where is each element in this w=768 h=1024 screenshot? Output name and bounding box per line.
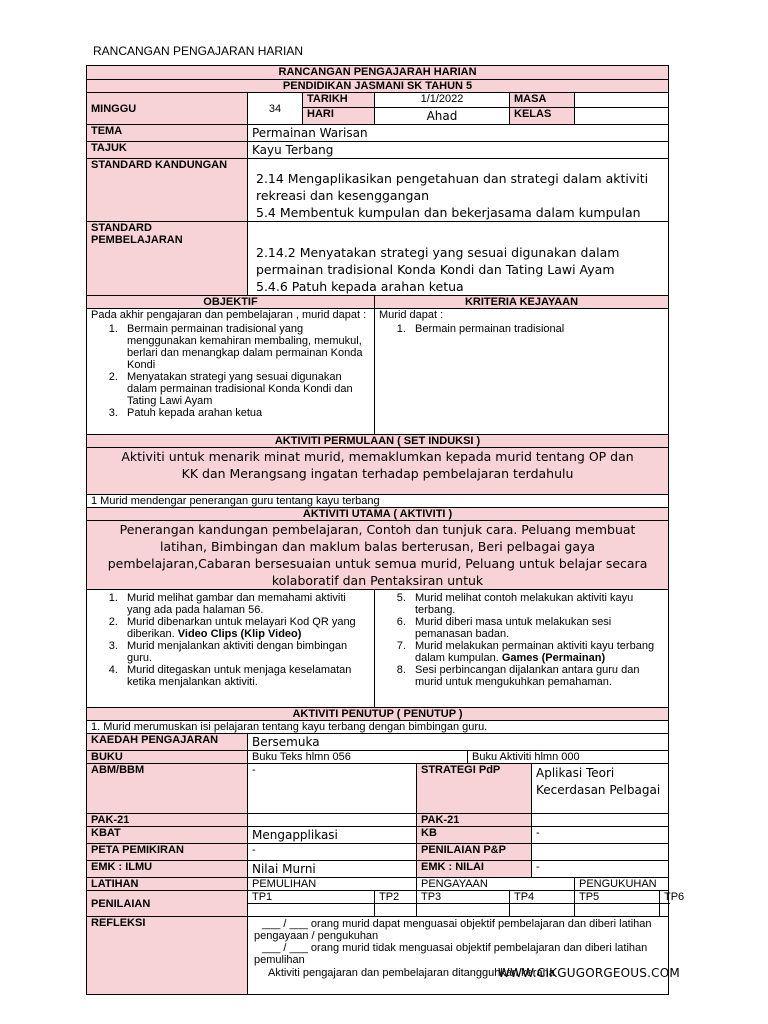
- utama-right-list: [375, 590, 669, 708]
- buku-label: BUKU: [87, 751, 248, 764]
- pak21-value-right: [532, 814, 669, 827]
- pak21-value-left: [248, 814, 417, 827]
- tp-cell: TP6: [660, 891, 669, 904]
- refleksi-content: [248, 917, 669, 995]
- kriteria-content: [375, 309, 669, 435]
- peta-value: -: [248, 844, 417, 861]
- masa-value: [575, 93, 669, 108]
- refleksi-line3: Aktiviti pengajaran dan pembelajaran ditangguhkan kerana: [268, 967, 555, 979]
- buku-aktiviti: Buku Aktiviti hlmn 000: [468, 751, 669, 764]
- strategi-value: Aplikasi Teori Kecerdasan Pelbagai: [532, 764, 669, 814]
- strategi-label: STRATEGI PdP: [417, 764, 532, 814]
- permulaan-header: AKTIVITI PERMULAAN ( SET INDUKSI ): [87, 435, 669, 448]
- standard-kandungan-line1: 2.14 Mengaplikasikan pengetahuan dan strategi dalam aktiviti rekreasi dan kesenggangan: [256, 171, 649, 203]
- pak21-label-left: PAK-21: [87, 814, 248, 827]
- utama-left-list: [87, 590, 375, 708]
- penilaian-pp-label: PENILAIAN P&P: [417, 844, 532, 861]
- emk-nilai-label: EMK : NILAI: [417, 861, 532, 878]
- tp-cell: TP5: [575, 891, 660, 904]
- tema-value: Permainan Warisan: [248, 125, 669, 142]
- header-title: RANCANGAN PENGAJARAH HARIAN: [87, 66, 669, 80]
- tp-cell: TP2: [375, 891, 417, 904]
- latihan-label: LATIHAN: [87, 878, 248, 891]
- tajuk-label: TAJUK: [87, 142, 248, 159]
- standard-pembelajaran-value: [248, 222, 669, 296]
- emk-ilmu-label: EMK : ILMU: [87, 861, 248, 878]
- utama-item: 2. Murid dibenarkan untuk melayari Kod QR yang diberikan. Video Clips (Klip Video): [121, 616, 370, 640]
- kbat-value: Mengapplikasi: [248, 827, 417, 844]
- objektif-item: 2. Menyatakan strategi yang sesuai digunakan dalam permainan tradisional Konda Kondi dan Tating Lawi Ayam: [121, 371, 366, 407]
- utama-item: 1. Murid melihat gambar dan memahami aktiviti yang ada pada halaman 56.: [121, 592, 370, 616]
- permulaan-desc: Aktiviti untuk menarik minat murid, memaklumkan kepada murid tentang OP dan KK dan Merangsang ingatan terhadap pembelajaran terdahulu: [87, 448, 669, 495]
- permulaan-content: 1 Murid mendengar penerangan guru tentang kayu terbang: [87, 495, 669, 508]
- tp-value: [660, 904, 669, 917]
- tp-cell: TP4: [510, 891, 575, 904]
- tema-label: TEMA: [87, 125, 248, 142]
- tarikh-value: 1/1/2022: [375, 93, 510, 108]
- kb-value: -: [532, 827, 669, 844]
- penilaian-label: PENILAIAN: [87, 891, 248, 917]
- objektif-item: 1. Bermain permainan tradisional yang menggunakan kemahiran membaling, memukul, berlari dan menangkap dalam permainan Konda Kondi: [121, 323, 366, 371]
- lesson-plan-table: [86, 65, 685, 995]
- standard-pembelajaran-line2: 5.4.6 Patuh kepada arahan ketua: [256, 279, 464, 294]
- abm-label: ABM/BBM: [87, 764, 248, 814]
- refleksi-line1: ___ / ___ orang murid dapat menguasai objektif pembelajaran dan diberi latihan pengayaan / pengukuhan: [254, 918, 652, 942]
- buku-teks: Buku Teks hlmn 056: [248, 751, 468, 764]
- pak21-label-right: PAK-21: [417, 814, 532, 827]
- kaedah-label: KAEDAH PENGAJARAN: [87, 734, 248, 751]
- kb-label: KB: [417, 827, 532, 844]
- kriteria-intro: Murid dapat :: [379, 309, 444, 321]
- utama-item: 8. Sesi perbincangan dijalankan antara guru dan murid untuk mengukuhkan pemahaman.: [409, 664, 664, 688]
- hari-label: HARI: [303, 108, 375, 125]
- document-title: RANCANGAN PENGAJARAN HARIAN: [93, 44, 304, 58]
- standard-kandungan-line2: 5.4 Membentuk kumpulan dan bekerjasama dalam kumpulan: [256, 205, 641, 220]
- penutup-content: 1. Murid merumuskan isi pelajaran tentang kayu terbang dengan bimbingan guru.: [87, 721, 669, 734]
- penilaian-pp-value: [532, 844, 669, 861]
- tajuk-value: Kayu Terbang: [248, 142, 669, 159]
- tp-value: [375, 904, 417, 917]
- minggu-value: 34: [248, 93, 303, 125]
- abm-value: -: [248, 764, 417, 814]
- refleksi-line2: ___ / ___ orang murid tidak menguasai objektif pembelajaran dan diberi latihan pemulihan: [254, 942, 648, 966]
- kelas-value: [575, 108, 669, 125]
- tp-cell: TP3: [417, 891, 510, 904]
- emk-ilmu-value: Nilai Murni: [248, 861, 417, 878]
- utama-item: 5. Murid melihat contoh melakukan aktiviti kayu terbang.: [409, 592, 664, 616]
- kaedah-value: Bersemuka: [248, 734, 669, 751]
- standard-kandungan-value: [248, 159, 669, 222]
- utama-item: 7. Murid melakukan permainan aktiviti kayu terbang dalam kumpulan. Games (Permainan): [409, 640, 664, 664]
- tp-cell: TP1: [248, 891, 375, 904]
- masa-label: MASA: [510, 93, 575, 108]
- watermark: WWW.CIKGUGORGEOUS.COM: [498, 966, 680, 980]
- latihan-pemulihan: PEMULIHAN: [248, 878, 417, 891]
- peta-label: PETA PEMIKIRAN: [87, 844, 248, 861]
- tarikh-label: TARIKH: [303, 93, 375, 108]
- tp-value: [248, 904, 375, 917]
- kriteria-item: 1. Bermain permainan tradisional: [409, 323, 664, 335]
- kelas-label: KELAS: [510, 108, 575, 125]
- refleksi-label: REFLEKSI: [87, 917, 248, 995]
- utama-header: AKTIVITI UTAMA ( AKTIVITI ): [87, 508, 669, 521]
- kriteria-header: KRITERIA KEJAYAAN: [375, 296, 669, 309]
- standard-pembelajaran-line1: 2.14.2 Menyatakan strategi yang sesuai digunakan dalam permainan tradisional Konda Kondi dan Tating Lawi Ayam: [256, 245, 620, 277]
- tp-value: [510, 904, 575, 917]
- header-subtitle: PENDIDIKAN JASMANI SK TAHUN 5: [87, 80, 669, 93]
- standard-pembelajaran-label: STANDARD PEMBELAJARAN: [87, 222, 248, 296]
- objektif-content: [87, 309, 375, 435]
- latihan-pengukuhan: PENGUKUHAN: [575, 878, 669, 891]
- objektif-item: 3. Patuh kepada arahan ketua: [121, 407, 366, 419]
- objektif-intro: Pada akhir pengajaran dan pembelajaran , murid dapat :: [91, 309, 367, 321]
- penutup-header: AKTIVITI PENUTUP ( PENUTUP ): [87, 708, 669, 721]
- objektif-header: OBJEKTIF: [87, 296, 375, 309]
- tp-value: [575, 904, 660, 917]
- latihan-pengayaan: PENGAYAAN: [417, 878, 575, 891]
- kbat-label: KBAT: [87, 827, 248, 844]
- tp-value: [417, 904, 510, 917]
- emk-nilai-value: -: [532, 861, 669, 878]
- utama-item: 6. Murid diberi masa untuk melakukan sesi pemanasan badan.: [409, 616, 664, 640]
- utama-item: 4. Murid ditegaskan untuk menjaga keselamatan ketika menjalankan aktiviti.: [121, 664, 370, 688]
- utama-desc: Penerangan kandungan pembelajaran, Contoh dan tunjuk cara. Peluang membuat latihan, Bimbingan dan maklum balas berterusan, Beri pelbagai gaya pembelajaran,Cabaran bersesuaian untuk semua murid, Peluang untuk belajar secara kolaboratif dan Pentaksiran untuk: [87, 521, 669, 590]
- standard-kandungan-label: STANDARD KANDUNGAN: [87, 159, 248, 222]
- utama-item: 3. Murid menjalankan aktiviti dengan bimbingan guru.: [121, 640, 370, 664]
- minggu-label: MINGGU: [87, 93, 248, 125]
- hari-value: Ahad: [375, 108, 510, 125]
